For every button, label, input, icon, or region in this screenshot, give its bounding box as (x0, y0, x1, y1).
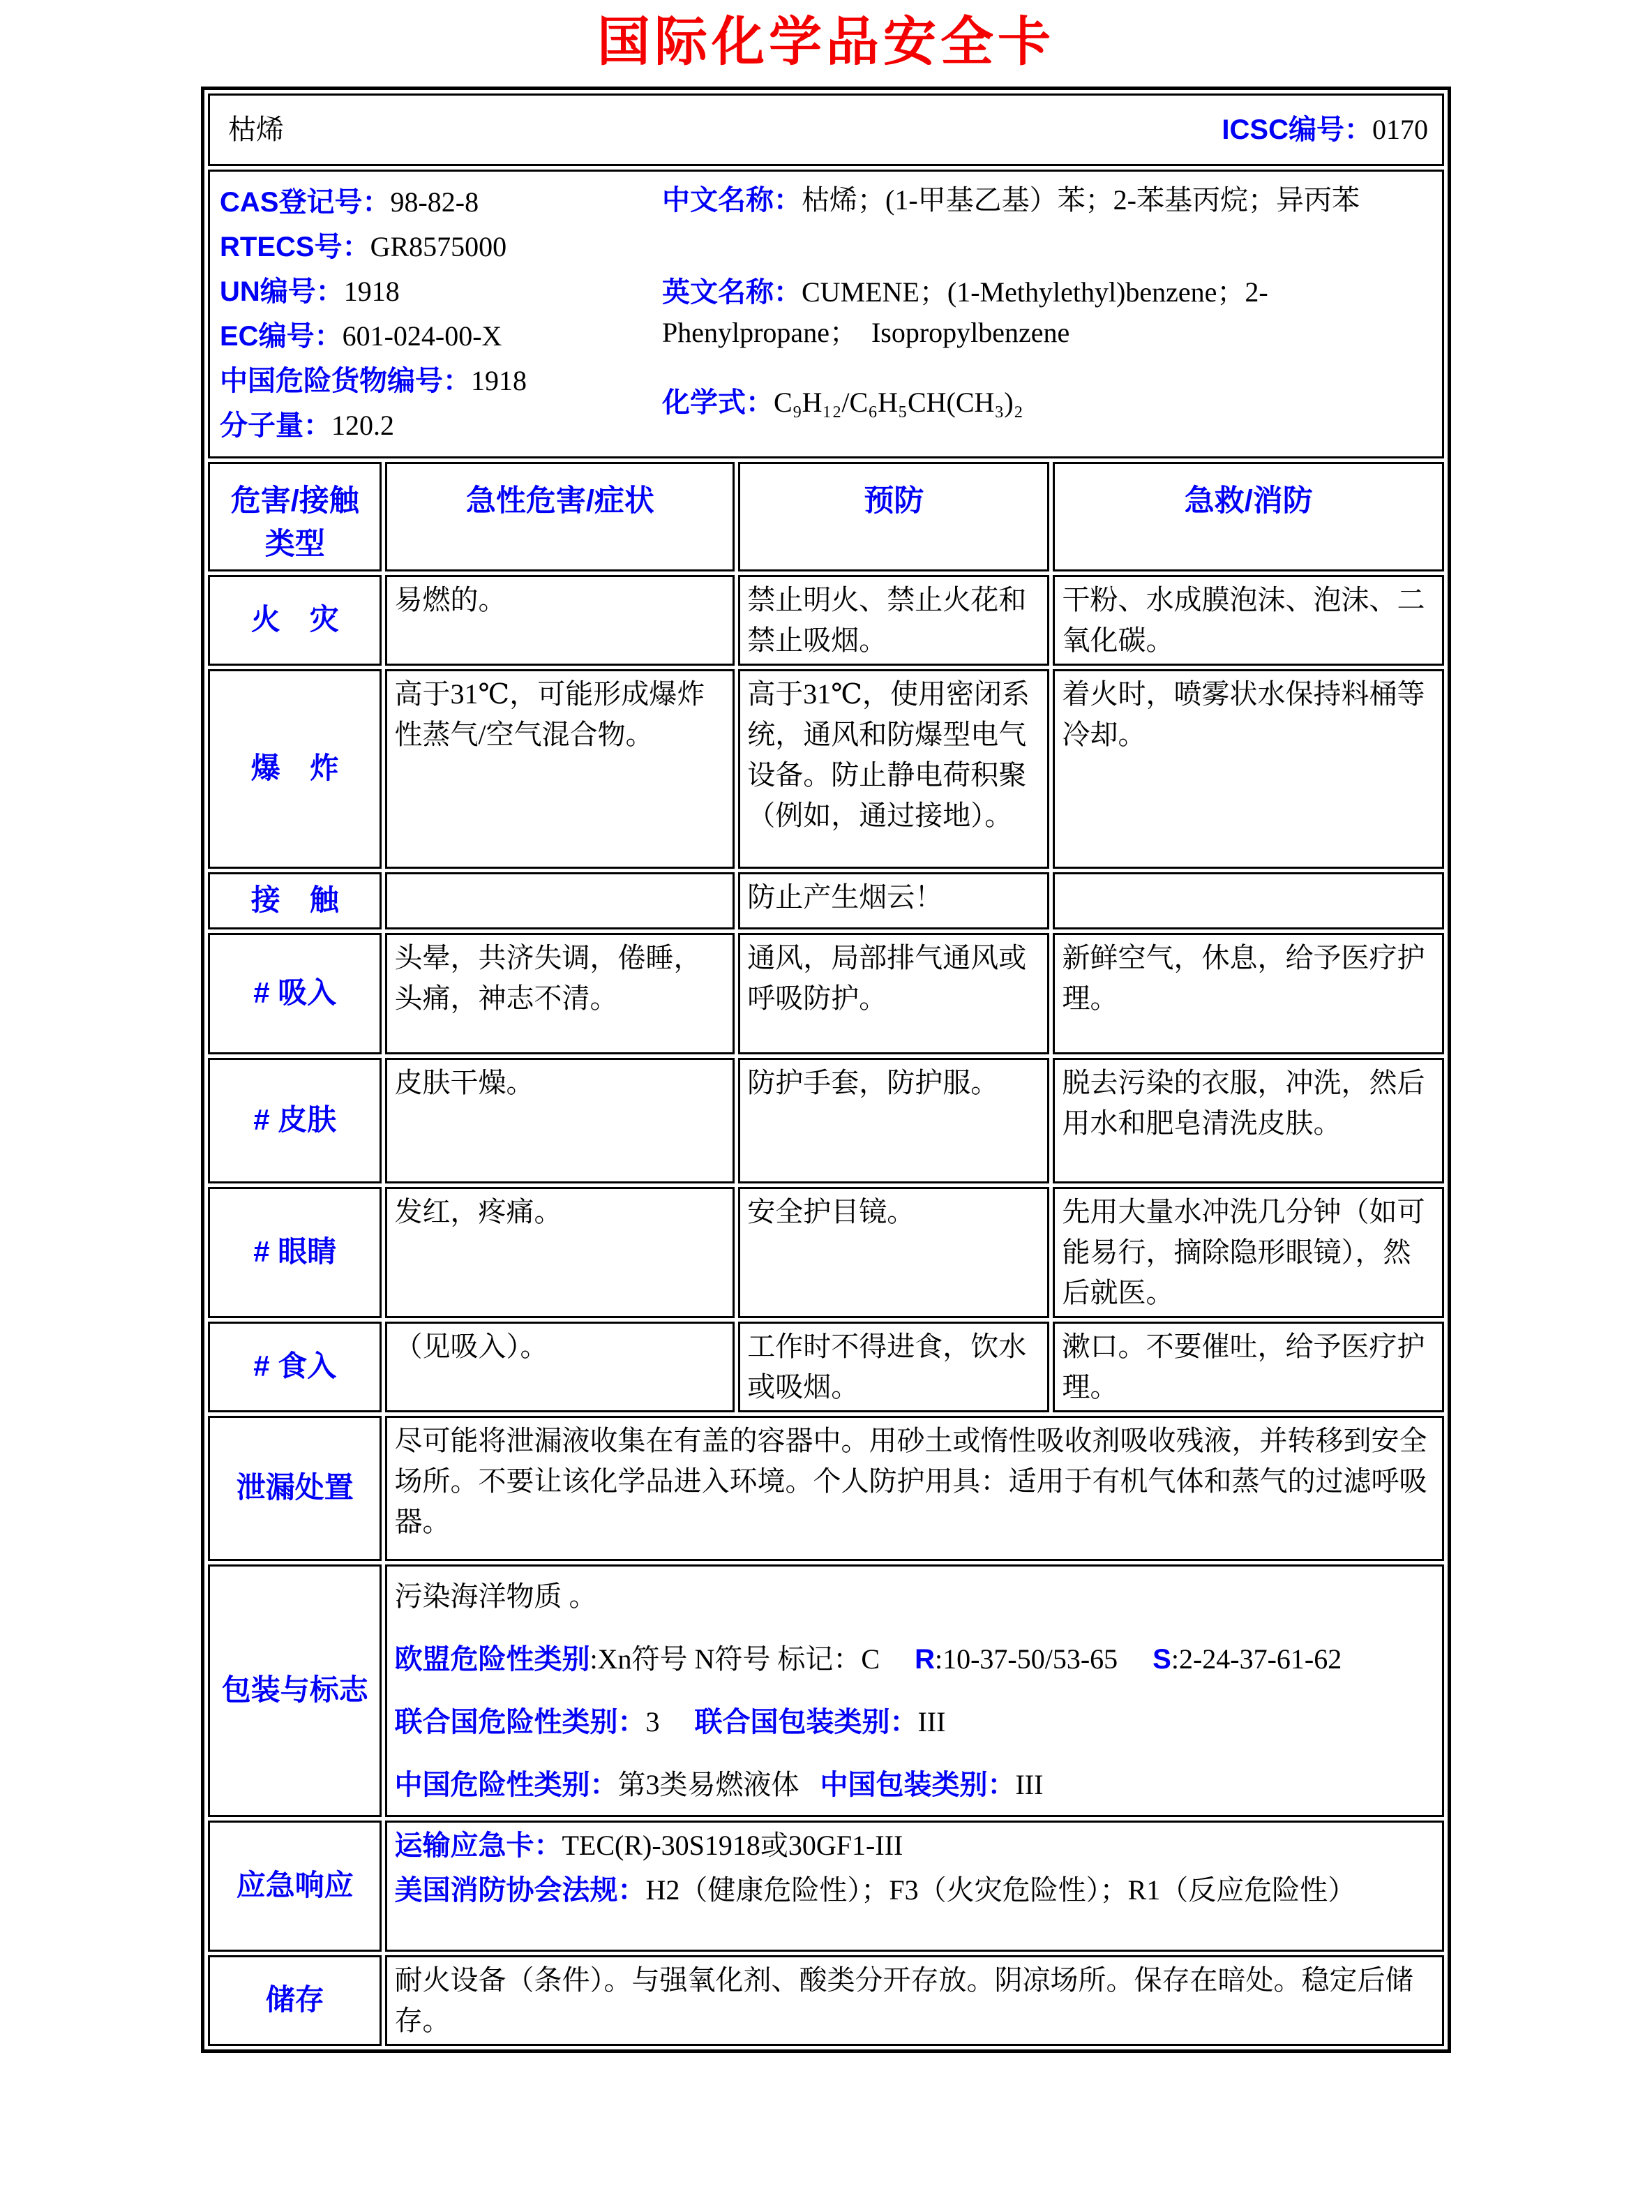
ec-value: 601-024-00-X (342, 320, 502, 352)
page-title: 国际化学品安全卡 (597, 10, 1055, 73)
section-row-spill (208, 1416, 1444, 1561)
hazard-row-ingestion (208, 1322, 1444, 1412)
molweight-label: 分子量： (220, 410, 331, 441)
card-header-cell (208, 94, 1444, 166)
row-label-emergency: 应急响应 (208, 1821, 382, 1952)
ec-label: EC编号： (220, 321, 343, 352)
text-segment: R (915, 1643, 935, 1675)
hazard-row-skin (208, 1058, 1444, 1183)
text-segment: 美国消防协会法规： (394, 1874, 646, 1906)
text-segment: 尽可能将泄漏液收集在有盖的容器中。用砂土或惰性吸收剂吸收残液，并转移到安全场所。不要让该化学品进入环境。个人防护用具：适用于有机气体和蒸气的过滤呼吸器。 (394, 1424, 1427, 1537)
formula-value: C₉H₁₂/C₆H₅CH(CH₃)₂ (774, 387, 1023, 418)
identifier-row-cas (220, 180, 662, 225)
rtecs-label: RTECS号： (220, 232, 370, 262)
icsc-number-value: 0170 (1372, 114, 1428, 145)
section-row-storage (208, 1955, 1444, 2046)
row-label-contact: 接 触 (208, 872, 382, 929)
row-label-eyes: # 眼睛 (208, 1187, 382, 1318)
hazard-header-row (208, 462, 1444, 571)
text-segment: 耐火设备（条件）。与强氧化剂、酸类分开存放。阴凉场所。保存在暗处。稳定后储存。 (394, 1964, 1413, 2036)
col-header-prevention: 预防 (738, 462, 1049, 571)
skin-prevention-cell: 防护手套，防护服。 (738, 1058, 1049, 1183)
card-header-flex (217, 105, 1435, 154)
skin-symptoms-cell: 皮肤干燥。 (385, 1058, 735, 1183)
text-segment: 联合国危险性类别： (394, 1706, 646, 1738)
explosion-response-cell: 着火时，喷雾状水保持料桶等冷却。 (1053, 669, 1444, 869)
english-name-value: CUMENE；(1-Methylethyl)benzene；2-Phenylpropane； Isopropylbenzene (662, 276, 1268, 348)
explosion-symptoms-cell: 高于31℃，可能形成爆炸性蒸气/空气混合物。 (385, 669, 735, 869)
icsc-card-table (201, 87, 1451, 2053)
text-segment: 第3类易燃液体 (617, 1768, 820, 1800)
chinese-name-row (662, 180, 1432, 221)
text-segment: :2-24-37-61-62 (1171, 1643, 1342, 1675)
china-dg-value: 1918 (471, 365, 527, 396)
un-label: UN编号： (220, 276, 344, 307)
packaging-un-class-line (394, 1702, 1435, 1742)
eyes-prevention-cell: 安全护目镜。 (738, 1187, 1049, 1318)
explosion-prevention-cell: 高于31℃，使用密闭系统，通风和防爆型电气设备。防止静电荷积聚（例如，通过接地）。 (738, 669, 1049, 869)
rtecs-value: GR8575000 (370, 231, 507, 262)
identifier-row-rtecs (220, 225, 662, 269)
packaging-content-cell (385, 1564, 1444, 1817)
packaging-china-class-line (394, 1765, 1435, 1805)
hazard-row-fire (208, 575, 1444, 666)
section-row-packaging (208, 1564, 1444, 1817)
spill-text (394, 1421, 1435, 1542)
molweight-value: 120.2 (331, 410, 394, 441)
text-segment: 联合国包装类别： (694, 1706, 918, 1738)
china-dg-label: 中国危险货物编号： (220, 366, 471, 396)
packaging-eu-class-line (394, 1639, 1435, 1680)
identifier-row-molweight (220, 403, 662, 448)
icsc-number-label: ICSC编号： (1222, 114, 1372, 145)
text-segment: H2（健康危险性）；F3（火灾危险性）；R1（反应危险性） (645, 1874, 1356, 1906)
chinese-name-label: 中文名称： (662, 185, 802, 216)
packaging-marine-pollutant-line (394, 1576, 1435, 1617)
cas-value: 98-82-8 (390, 186, 479, 218)
eyes-symptoms-cell: 发红，疼痛。 (385, 1187, 735, 1318)
text-segment: :Xn符号 N符号 标记：C (590, 1643, 915, 1675)
fire-prevention-cell: 禁止明火、禁止火花和禁止吸烟。 (738, 575, 1049, 666)
storage-text (394, 1960, 1435, 2041)
emergency-nfpa-line (394, 1870, 1435, 1911)
name-list (662, 180, 1432, 448)
row-label-storage: 储存 (208, 1955, 382, 2046)
row-label-fire: 火 灾 (208, 575, 382, 666)
text-segment: 中国危险性类别： (394, 1769, 618, 1800)
identifier-row-china-dg (220, 359, 662, 403)
row-label-inhalation: # 吸入 (208, 933, 382, 1054)
row-label-packaging: 包装与标志 (208, 1564, 382, 1817)
chinese-name-value: 枯烯；(1-甲基乙基）苯；2-苯基丙烷；异丙苯 (802, 184, 1360, 216)
text-segment: III (1015, 1768, 1044, 1800)
text-segment: TEC(R)-30S1918或30GF1-III (562, 1829, 903, 1861)
identifier-list (220, 180, 662, 448)
hazard-row-contact (208, 872, 1444, 929)
row-label-skin: # 皮肤 (208, 1058, 382, 1183)
fire-symptoms-cell: 易燃的。 (385, 575, 735, 666)
formula-row (662, 382, 1432, 423)
identification-row (208, 170, 1444, 458)
identification-flex (217, 174, 1435, 454)
text-segment: 污染海洋物质 。 (394, 1580, 597, 1612)
contact-prevention-cell: 防止产生烟云！ (738, 872, 1049, 929)
icsc-number (1222, 110, 1428, 150)
identification-cell (208, 170, 1444, 458)
ingestion-symptoms-cell: （见吸入）。 (385, 1322, 735, 1412)
emergency-content-cell (385, 1821, 1444, 1952)
row-label-explosion: 爆 炸 (208, 669, 382, 869)
ingestion-response-cell: 漱口。不要催吐，给予医疗护理。 (1053, 1322, 1444, 1412)
english-name-label: 英文名称： (662, 277, 802, 308)
inhalation-response-cell: 新鲜空气，休息，给予医疗护理。 (1053, 933, 1444, 1054)
card-header-row (208, 94, 1444, 166)
text-segment: III (917, 1705, 946, 1738)
text-segment: 3 (645, 1705, 695, 1738)
emergency-transport-card-line (394, 1825, 1435, 1866)
identifier-row-ec (220, 314, 662, 359)
storage-content-cell (385, 1955, 1444, 2046)
text-segment: S (1152, 1643, 1171, 1675)
hazard-row-explosion (208, 669, 1444, 869)
formula-label: 化学式： (662, 387, 774, 418)
hazard-row-eyes (208, 1187, 1444, 1318)
inhalation-symptoms-cell: 头晕，共济失调，倦睡，头痛，神志不清。 (385, 933, 735, 1054)
un-value: 1918 (343, 276, 400, 307)
english-name-row (662, 272, 1432, 353)
contact-symptoms-cell (385, 872, 735, 929)
row-label-spill: 泄漏处置 (208, 1416, 382, 1561)
hazard-row-inhalation (208, 933, 1444, 1054)
spill-content-cell (385, 1416, 1444, 1561)
col-header-symptoms: 急性危害/症状 (385, 462, 735, 571)
text-segment: 运输应急卡： (394, 1830, 562, 1861)
text-segment: 欧盟危险性类别 (394, 1643, 590, 1675)
cas-label: CAS登记号： (220, 187, 391, 218)
inhalation-prevention-cell: 通风，局部排气通风或呼吸防护。 (738, 933, 1049, 1054)
text-segment: 中国包装类别： (820, 1769, 1016, 1800)
fire-response-cell: 干粉、水成膜泡沫、泡沫、二氧化碳。 (1053, 575, 1444, 666)
contact-response-cell (1053, 872, 1444, 929)
skin-response-cell: 脱去污染的衣服，冲洗，然后用水和肥皂清洗皮肤。 (1053, 1058, 1444, 1183)
ingestion-prevention-cell: 工作时不得进食，饮水或吸烟。 (738, 1322, 1049, 1412)
row-label-ingestion: # 食入 (208, 1322, 382, 1412)
section-row-emergency (208, 1821, 1444, 1952)
eyes-response-cell: 先用大量水冲洗几分钟（如可能易行，摘除隐形眼镜），然后就医。 (1053, 1187, 1444, 1318)
text-segment: :10-37-50/53-65 (934, 1643, 1153, 1675)
col-header-firstaid: 急救/消防 (1053, 462, 1444, 571)
chemical-name: 枯烯 (228, 114, 284, 145)
identifier-row-un (220, 269, 662, 314)
col-header-hazard-type: 危害/接触类型 (208, 462, 382, 571)
